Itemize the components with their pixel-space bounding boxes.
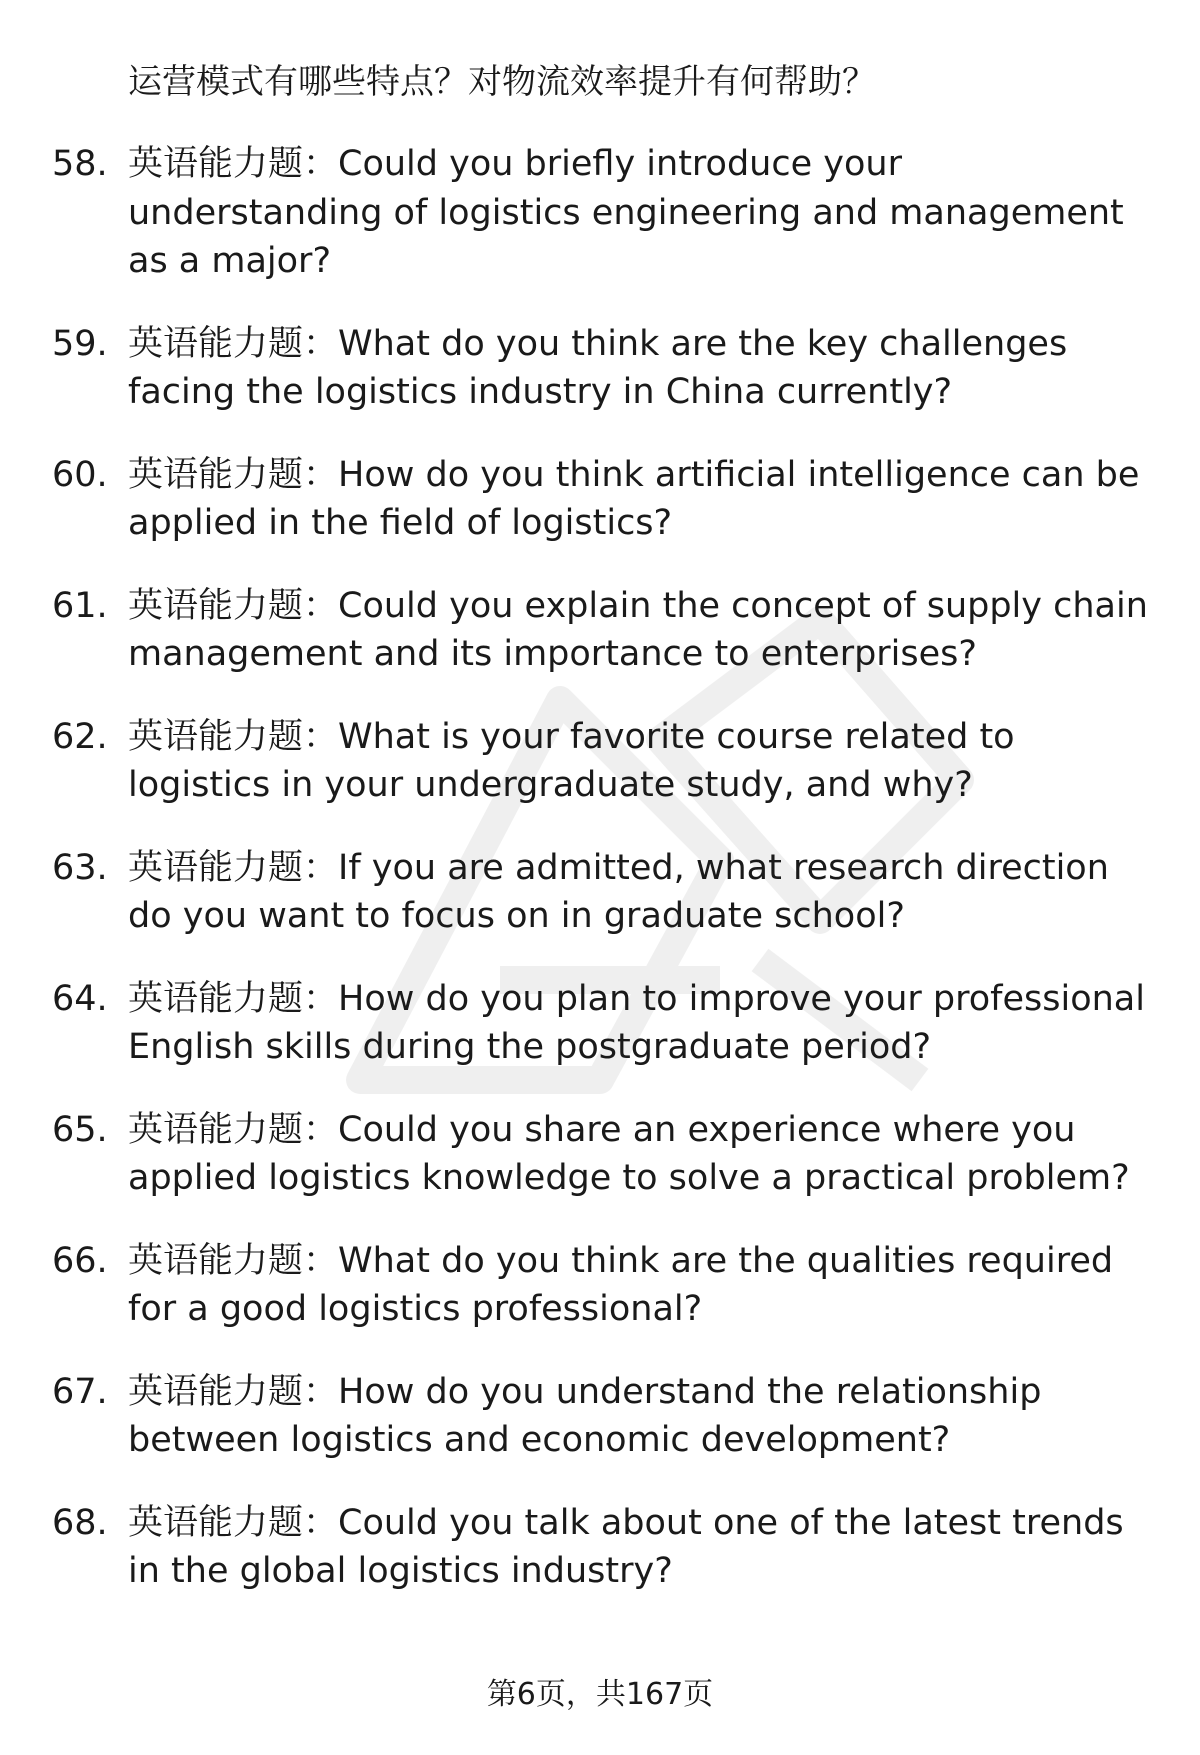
- question-item: [0, 1106, 1200, 1203]
- question-number: 61.: [52, 585, 108, 626]
- question-list: [0, 140, 1200, 1630]
- question-item: [0, 975, 1200, 1072]
- question-item: [0, 582, 1200, 679]
- question-item: [0, 451, 1200, 548]
- question-text: What is your favorite course related to logistics in your undergraduate study, and why?: [128, 716, 1015, 805]
- question-tag: 英语能力题：: [128, 144, 339, 184]
- question-item: [0, 1499, 1200, 1596]
- question-text: How do you plan to improve your professional English skills during the postgraduate period?: [128, 978, 1145, 1067]
- question-text: Could you explain the concept of supply chain management and its importance to enterprises?: [128, 585, 1148, 674]
- question-text: What do you think are the key challenges facing the logistics industry in China currently?: [128, 323, 1068, 412]
- question-tag: 英语能力题：: [128, 716, 339, 757]
- question-number: 68.: [52, 1502, 108, 1543]
- question-number: 65.: [52, 1109, 108, 1150]
- question-text: If you are admitted, what research direction do you want to focus on in graduate school?: [128, 847, 1109, 936]
- question-tag: 英语能力题：: [128, 1240, 339, 1281]
- question-text: What do you think are the qualities required for a good logistics professional?: [128, 1240, 1114, 1329]
- question-number: 62.: [52, 716, 108, 757]
- question-item: [0, 1368, 1200, 1465]
- question-tag: 英语能力题：: [128, 1371, 339, 1412]
- question-item: [0, 320, 1200, 417]
- question-tag: 英语能力题：: [128, 323, 339, 364]
- question-item: [0, 140, 1200, 286]
- question-text: How do you understand the relationship between logistics and economic development?: [128, 1371, 1042, 1460]
- question-number: 66.: [52, 1240, 108, 1281]
- question-tag: 英语能力题：: [128, 847, 339, 888]
- question-item: [0, 844, 1200, 941]
- page-footer: 第6页，共167页: [486, 1677, 714, 1712]
- question-tag: 英语能力题：: [128, 1109, 339, 1150]
- question-number: 67.: [52, 1371, 108, 1412]
- question-text: Could you briefly introduce your understanding of logistics engineering and management as a major?: [128, 144, 1124, 281]
- question-number: 58.: [52, 144, 108, 184]
- question-item: [0, 713, 1200, 810]
- question-number: 63.: [52, 847, 108, 888]
- question-tag: 英语能力题：: [128, 454, 339, 495]
- question-number: 59.: [52, 323, 108, 364]
- question-tag: 英语能力题：: [128, 1502, 339, 1543]
- question-text: How do you think artificial intelligence can be applied in the field of logistics?: [128, 454, 1140, 543]
- question-text: Could you talk about one of the latest trends in the global logistics industry?: [128, 1502, 1124, 1591]
- question-item: [0, 1237, 1200, 1334]
- question-number: 64.: [52, 978, 108, 1019]
- continued-question-text: 运营模式有哪些特点？对物流效率提升有何帮助？: [128, 62, 876, 102]
- question-tag: 英语能力题：: [128, 978, 339, 1019]
- question-number: 60.: [52, 454, 108, 495]
- question-text: Could you share an experience where you applied logistics knowledge to solve a practical problem?: [128, 1109, 1130, 1198]
- question-tag: 英语能力题：: [128, 585, 339, 626]
